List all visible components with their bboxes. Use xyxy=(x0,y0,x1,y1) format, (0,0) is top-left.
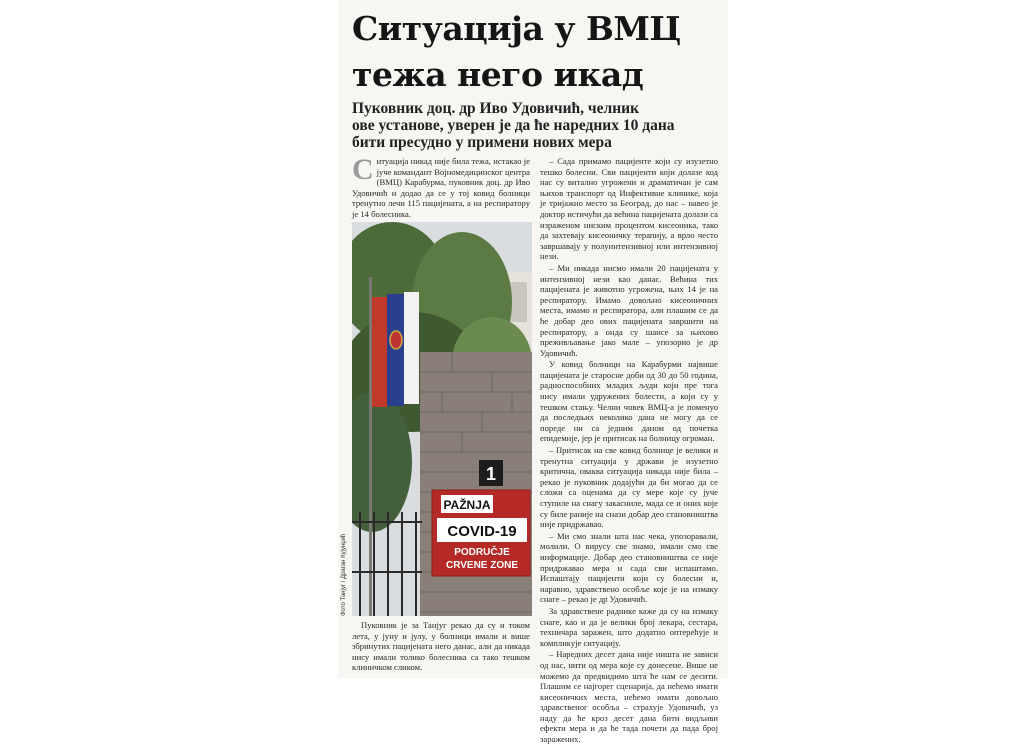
sign-crvene-zone: CRVENE ZONE xyxy=(445,560,519,571)
sign-covid: COVID-19 xyxy=(447,523,517,540)
article-photo xyxy=(352,222,532,616)
paragraph: – Ми смо знали шта нас чека, упозоравали, молили. О вирусу све знамо, имали смо све информације. Добар део становништва се није придржавао мера и сада сви испаштамо. Испаштају пацијенти који су болесни и, наравно, здравствено особље које је на измаку снаге – рекао је др Удовичић. xyxy=(540,530,718,605)
paragraph: – Притисак на све ковид болнице је велики и тренутна ситуација у држави је изузетно критична, оваква ситуација никада није била – рекао је пуковник додајући да би могао да се сложи са оценама да су мере које су јуче ступиле на снагу закасниле, мада се и оних које су биле раније на снази добар део становништва није придржавао. xyxy=(540,445,718,530)
subheadline-line-1: Пуковник доц. др Иво Удовичић, челник xyxy=(352,100,640,117)
paragraph: – Ми никада нисмо имали 20 пацијената у интензивној нези као данас. Већина тих пацијената је животно угрожена, њих 14 је на респиратору. Имамо довољно кисеоничних места, имамо и респиратора, али плашим се да ће добар део ових пацијената завршити на респиратору, а онда су шансе за њихово преживљавање јако мале – упозорио је др Удовичић. xyxy=(540,262,718,358)
photo-credit: Фото Танјуг / Драган Кујунџић xyxy=(341,533,347,616)
sign-podrucje: PODRUČJE xyxy=(454,547,510,558)
paragraph: За здравствене раднике каже да су на измаку снаге, као и да је велики број лекара, сестара, техничара заражен, што додатно оптерећује и компликује ситуацију. xyxy=(540,605,718,648)
headline-line-1: Ситуација у ВМЦ xyxy=(352,9,681,48)
lead-text: итуација никад није била тежа, истакао је јуче командант Војномедицинског центра (ВМЦ) Карабурма, пуковник доц. др Иво Удовичић и додао да се у тој ковид болници тренутно лечи 115 пацијената, а на респиратору је 14 болесника. xyxy=(352,156,530,219)
paragraph: У ковид болници на Карабурми највише пацијената је старосне доби од 30 до 50 година, радноспособних младих људи који пре тога нису имали удружених болести, а који су у тешком стању. Челни човек ВМЦ-а је поменуо да последњих неколико дана не могу да се пореде ни са једним даном од почетка епидемије, јер је притисак на болницу огроман. xyxy=(540,359,718,444)
subheadline-line-2: ове установе, уверен је да ће наредних 10 дана xyxy=(352,117,675,134)
headline-line-2: тежа него икад xyxy=(352,55,644,94)
article-subheadline xyxy=(352,100,722,151)
sign-pazhnja: PAŽNJA xyxy=(443,498,491,512)
right-column xyxy=(540,156,718,746)
paragraph: – Сада примамо пацијенте који су изузетно тешко болесни. Сви пацијенти који долазе код нас су витално угрожени и драматичан је сам њихов транспорт од Инфективне клинике, која је тријажно место за Београд, до нас – навео је доктор истичући да већина пацијената долази са израженом ниским процентом кисеоника, тако да захтевају кисеоничку терапију, а врло често завршавају у полуинтензивној или интензивној нези. xyxy=(540,156,718,262)
paragraph: – Наредних десет дана није ништа не зависи од нас, нити од мера које су донесене. Више не можемо да предвидимо шта ће нам се десити. Плашим се најгорег сценарија, да нећемо имати кисеоничких места, нећемо имати довољно здравственог особља – страхује Удовичић, уз наду да ће кроз десет дана бити видљиви ефекти мера и да ће тада почети да пада број заражених. xyxy=(540,649,718,745)
lead-paragraph xyxy=(352,153,530,221)
house-number: 1 xyxy=(485,464,497,484)
article-headline xyxy=(352,6,722,98)
paragraph: Пуковник је за Танјуг рекао да су и током лета, у јуну и јулу, у болници имали и више збринутих пацијената него данас, али да никада нису имали толико болесника са тако тешком клиничком сликом. xyxy=(352,620,530,673)
drop-cap: С xyxy=(352,153,374,186)
subheadline-line-3: бити пресудно у примени нових мера xyxy=(352,134,612,151)
left-bottom-paragraph xyxy=(352,620,530,674)
